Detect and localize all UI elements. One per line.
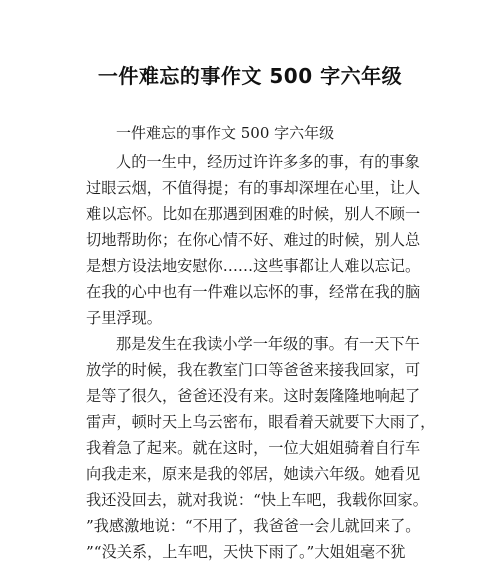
body-line: 我还没回去，就对我说：“快上车吧，我载你回家。 [86, 491, 428, 509]
document-title: 一件难忘的事作文 500 字六年级 [97, 64, 403, 88]
body-line: 子里浮现。 [86, 309, 162, 327]
body-line: 是等了很久，爸爸还没有来。这时轰隆隆地响起了 [86, 387, 421, 405]
body-line: 雷声，顿时天上乌云密布，眼看着天就要下大雨了， [86, 413, 436, 431]
body-line: 切地帮助你；在你心情不好、难过的时候，别人总 [86, 231, 421, 249]
body-line: 人的一生中，经历过许许多多的事，有的事象 [116, 153, 420, 171]
body-line: 是想方设法地安慰你……这些事都让人难以忘记。 [86, 257, 421, 275]
document-subtitle: 一件难忘的事作文 500 字六年级 [116, 124, 335, 142]
body-line: 过眼云烟，不值得提；有的事却深埋在心里，让人 [86, 179, 421, 197]
body-line: 难以忘怀。比如在那遇到困难的时候，别人不顾一 [86, 205, 421, 223]
body-line: ”我感激地说：“不用了，我爸爸一会儿就回来了。 [86, 517, 421, 535]
body-line: 我着急了起来。就在这时，一位大姐姐骑着自行车 [86, 439, 421, 457]
body-line: 向我走来，原来是我的邻居，她读六年级。她看见 [86, 465, 421, 483]
body-line: 那是发生在我读小学一年级的事。有一天下午 [116, 335, 420, 353]
body-line: 在我的心中也有一件难以忘怀的事，经常在我的脑 [86, 283, 421, 301]
body-line: ”“没关系，上车吧，天快下雨了。”大姐姐毫不犹 [86, 543, 406, 561]
body-line: 放学的时候，我在教室门口等爸爸来接我回家，可 [86, 361, 421, 379]
